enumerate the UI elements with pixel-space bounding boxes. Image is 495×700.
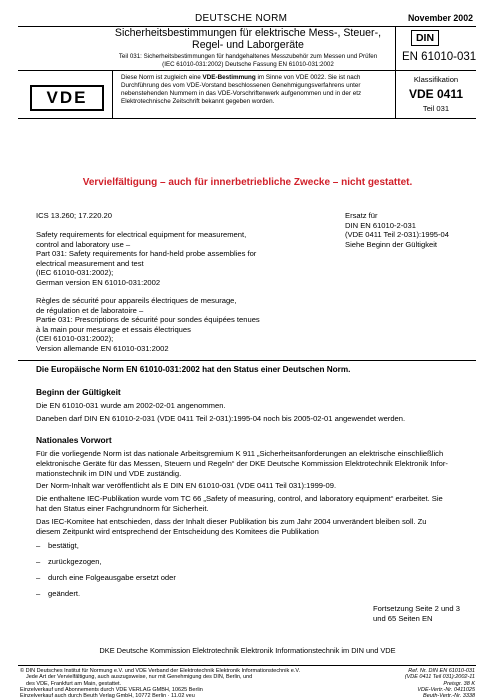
din-logo: DIN bbox=[411, 30, 439, 46]
vorwort-heading: Nationales Vorwort bbox=[36, 435, 112, 445]
beginn-heading: Beginn der Gültigkeit bbox=[36, 387, 121, 397]
publication-date: November 2002 bbox=[407, 13, 473, 23]
list-item: zurückgezogen, bbox=[48, 557, 102, 566]
beginn-paragraph-2: Daneben darf DIN EN 61010-2-031 (VDE 0411 Teil 2-031):1995-04 noch bis 2005-02-01 angewendet werden. bbox=[36, 414, 406, 423]
dke-footer: DKE Deutsche Kommission Elektrotechnik Elektronik Informationstechnik im DIN und VDE bbox=[99, 646, 396, 655]
list-item: geändert. bbox=[48, 589, 81, 598]
list-item: bestätigt, bbox=[48, 541, 79, 550]
beginn-paragraph-1: Die EN 61010-031 wurde am 2002-02-01 angenommen. bbox=[36, 401, 226, 410]
status-statement: Die Europäische Norm EN 61010-031:2002 hat den Status einer Deutschen Norm. bbox=[36, 365, 351, 374]
reference-number: Ref. Nr. DIN EN 61010-031 (VDE 0411 Teil 031):2002-11 Preisgr. 38 K VDE-Vertr.-Nr. 0411025 Beuth-Vertr.-Nr. 3338 bbox=[404, 668, 475, 700]
classification-label: Klassifikation bbox=[413, 75, 459, 84]
french-title: Règles de sécurité pour appareils électriques de mesurage, de régulation et de laboratoire – Partie 031: Prescriptions de sécurité pour sondes équipées tenues à la main pour mesurage et essais électriques (CEI 61010-031:2002); Version allemande EN 61010-031:2002 bbox=[36, 296, 260, 353]
norm-label: DEUTSCHE NORM bbox=[195, 13, 288, 24]
vde-logo: VDE bbox=[30, 85, 104, 111]
list-dash: – bbox=[36, 573, 41, 582]
list-dash: – bbox=[36, 589, 41, 598]
list-dash: – bbox=[36, 541, 41, 550]
vorwort-paragraph-1: Für die vorliegende Norm ist das nationale Arbeitsgremium K 911 „Sicherheitsanforderungen an elektrische einschließlich elektronische Geräte für das Messen, Steuern und Regeln“ der DKE Deutsche Kommission Elektrotechnik Elektronik Infor- mationstechnik im DIN und VDE zuständig. bbox=[36, 449, 448, 479]
english-title: Safety requirements for electrical equipment for measurement, control and laboratory use – Part 031: Safety requirements for hand-held probe assemblies for electrical measurement and test (IEC 61010-031:2002); German version EN 61010-031:2002 bbox=[36, 230, 257, 287]
title-line-2: Regel- und Laborgeräte bbox=[192, 39, 304, 51]
classification-number: VDE 0411 bbox=[408, 87, 464, 101]
replacement-info: Ersatz für DIN EN 61010-2-031 (VDE 0411 Teil 2-031):1995-04 Siehe Beginn der Gültigkeit bbox=[345, 211, 449, 249]
vorwort-paragraph-4: Das IEC-Komitee hat entschieden, dass der Inhalt dieser Publikation bis zum Jahr 2004 unverändert bleiben soll. Zu diesem Zeitpunkt wird entsprechend der Entscheidung des Komitees die Publikation bbox=[36, 517, 427, 537]
continuation-note: Fortsetzung Seite 2 und 3 und 65 Seiten EN bbox=[373, 604, 460, 624]
document-title bbox=[103, 27, 393, 69]
vorwort-paragraph-3: Die enthaltene IEC-Publikation wurde vom TC 66 „Safety of measuring, control, and laboratory equipment“ erarbeitet. Sie hat den Status einer Fachgrundnorm für Sicherheit. bbox=[36, 494, 443, 514]
classification-part: Teil 031 bbox=[422, 104, 450, 113]
title-line-1: Sicherheitsbestimmungen für elektrische Mess-, Steuer-, bbox=[114, 27, 382, 39]
subtitle-line-1: Teil 031: Sicherheitsbestimmungen für handgehaltenes Messzubehör zum Messen und Prüfen bbox=[118, 53, 378, 60]
subtitle-line-2: (IEC 61010-031:2002) Deutsche Fassung EN 61010-031:2002 bbox=[162, 61, 334, 68]
list-dash: – bbox=[36, 557, 41, 566]
norm-number: EN 61010-031 bbox=[402, 51, 477, 63]
list-item: durch eine Folgeausgabe ersetzt oder bbox=[48, 573, 176, 582]
ics-code: ICS 13.260; 17.220.20 bbox=[36, 211, 112, 220]
vorwort-paragraph-2: Der Norm-Inhalt war veröffentlicht als E DIN EN 61010-031 (VDE 0411 Teil 031):1999-09. bbox=[36, 481, 337, 490]
copyright-notice: © DIN Deutsches Institut für Normung e.V. und VDE Verband der Elektrotechnik Elektronik Informationstechnik e.V. Jede Art der Vervielfältigung, auch auszugsweise, nur mit Genehmigung des DIN, Berlin, und des VDE, Frankfurt am Main, gestattet. Einzelverkauf und Abonnements durch VDE VERLAG GMBH, 10625 Berlin Einzelverkauf auch durch Beuth Verlag GmbH, 10772 Berlin · 11.02 veu bbox=[20, 668, 301, 700]
vde-statement: Diese Norm ist zugleich eine VDE-Bestimmung im Sinne von VDE 0022. Sie ist nach Durchführung des vom VDE-Vorstand beschlossenen Genehmigungsverfahrens unter nebenstehenden Nummern in das VDE-Vorschriftenwerk aufgenommen und in der etz Elektrotechnische Zeitschrift bekannt gegeben worden. bbox=[121, 74, 362, 105]
reproduction-warning: Vervielfältigung – auch für innerbetriebliche Zwecke – nicht gestattet. bbox=[82, 177, 413, 188]
